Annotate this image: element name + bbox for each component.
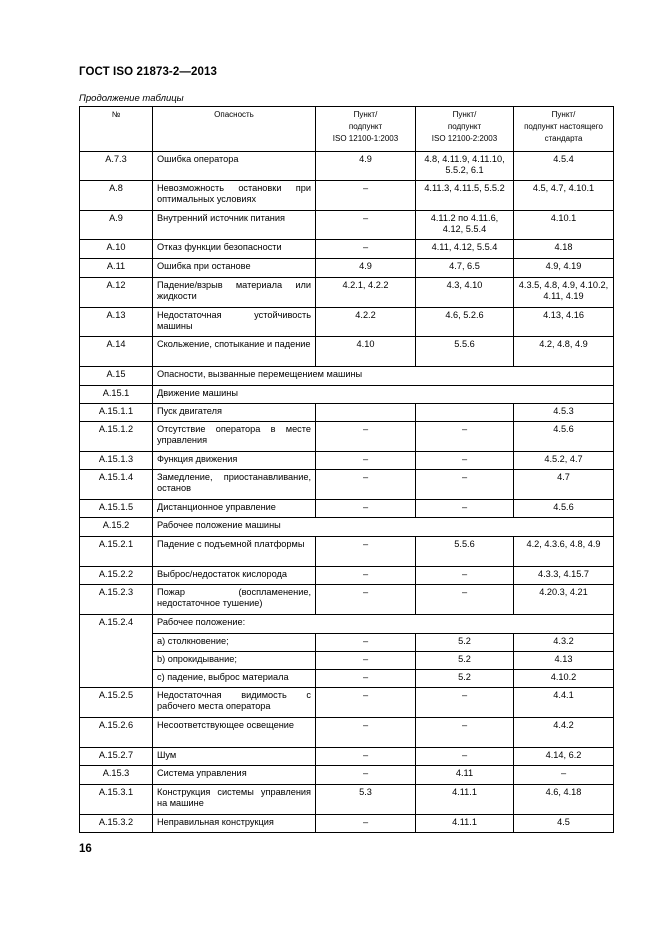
- row-iso12100-1-ref: –: [316, 815, 416, 833]
- row-hazard: Отсутствие оператора в месте управления: [153, 422, 316, 452]
- row-iso12100-1-ref: –: [316, 181, 416, 211]
- row-hazard: Невозможность остановки при оптимальных условиях: [153, 181, 316, 211]
- row-standard-ref: 4.20.3, 4.21: [514, 585, 614, 615]
- row-number: A.15.2.1: [80, 537, 153, 567]
- row-standard-ref: 4.6, 4.18: [514, 785, 614, 815]
- table-row: [80, 500, 614, 518]
- col-header-iso1-line1: Пункт/: [353, 110, 378, 119]
- row-iso12100-1-ref: 4.10: [316, 337, 416, 367]
- table-row: [80, 815, 614, 833]
- document-title: ГОСТ ISO 21873-2—2013: [79, 66, 217, 78]
- row-number: A.8: [80, 181, 153, 211]
- col-header-iso2-line1: Пункт/: [452, 110, 477, 119]
- row-number: A.15.3: [80, 766, 153, 785]
- row-hazard: Функция движения: [153, 452, 316, 470]
- row-iso12100-2-ref: 4.11: [416, 766, 514, 785]
- row-standard-ref: 4.3.2: [514, 634, 614, 652]
- table-caption: Продолжение таблицы: [79, 93, 184, 104]
- row-iso12100-2-ref: –: [416, 585, 514, 615]
- row-iso12100-2-ref: 4.11.1: [416, 815, 514, 833]
- row-hazard: b) опрокидывание;: [153, 652, 316, 670]
- table-row: [80, 537, 614, 567]
- row-number: A.15.2.7: [80, 748, 153, 766]
- row-iso12100-2-ref: 4.11.3, 4.11.5, 5.5.2: [416, 181, 514, 211]
- table-row: [80, 718, 614, 748]
- row-standard-ref: 4.10.2: [514, 670, 614, 688]
- row-iso12100-1-ref: 4.2.2: [316, 308, 416, 337]
- row-iso12100-1-ref: –: [316, 670, 416, 688]
- row-number: A.7.3: [80, 152, 153, 181]
- row-iso12100-2-ref: 4.11, 4.12, 5.5.4: [416, 240, 514, 259]
- row-standard-ref: 4.2, 4.3.6, 4.8, 4.9: [514, 537, 614, 567]
- col-header-iso2: [416, 107, 514, 152]
- table-row: [80, 181, 614, 211]
- col-header-standard: [514, 107, 614, 152]
- row-iso12100-2-ref: 4.3, 4.10: [416, 278, 514, 308]
- row-section-title: Опасности, вызванные перемещением машины: [153, 367, 614, 386]
- table-row: [80, 278, 614, 308]
- row-standard-ref: 4.4.1: [514, 688, 614, 718]
- table-header-row: [80, 107, 614, 152]
- row-hazard: Выброс/недостаток кислорода: [153, 567, 316, 585]
- row-hazard: Система управления: [153, 766, 316, 785]
- row-number: A.10: [80, 240, 153, 259]
- row-iso12100-1-ref: –: [316, 718, 416, 748]
- row-section-title: Рабочее положение машины: [153, 518, 614, 537]
- table-row-group-item: [80, 670, 614, 688]
- table-row: [80, 422, 614, 452]
- row-iso12100-2-ref: –: [416, 470, 514, 500]
- row-iso12100-2-ref: –: [416, 422, 514, 452]
- table-row-group-item: [80, 652, 614, 670]
- row-standard-ref: 4.18: [514, 240, 614, 259]
- table-row: [80, 337, 614, 367]
- row-hazard: Дистанционное управление: [153, 500, 316, 518]
- table-row: [80, 152, 614, 181]
- row-number: A.15.1.3: [80, 452, 153, 470]
- row-iso12100-2-ref: 5.2: [416, 634, 514, 652]
- row-number: A.15.1: [80, 386, 153, 404]
- row-number: A.15.1.1: [80, 404, 153, 422]
- row-hazard: Скольжение, спотыкание и падение: [153, 337, 316, 367]
- row-standard-ref: –: [514, 766, 614, 785]
- row-standard-ref: 4.4.2: [514, 718, 614, 748]
- col-header-iso2-line3: ISO 12100-2:2003: [431, 134, 498, 143]
- row-iso12100-2-ref: [416, 404, 514, 422]
- row-number: A.15.2.4: [80, 615, 153, 688]
- page-number: 16: [79, 843, 92, 855]
- table-row: [80, 688, 614, 718]
- row-standard-ref: 4.5.2, 4.7: [514, 452, 614, 470]
- row-number: A.14: [80, 337, 153, 367]
- row-hazard: Замедление, приостанавливание, останов: [153, 470, 316, 500]
- col-header-standard-line2: подпункт настоящего: [524, 122, 603, 131]
- row-iso12100-2-ref: –: [416, 500, 514, 518]
- row-iso12100-1-ref: –: [316, 537, 416, 567]
- table-row: [80, 452, 614, 470]
- row-hazard: Недостаточная видимость с рабочего места оператора: [153, 688, 316, 718]
- table-row: [80, 367, 614, 386]
- row-iso12100-1-ref: –: [316, 748, 416, 766]
- row-number: A.11: [80, 259, 153, 278]
- row-iso12100-2-ref: 5.2: [416, 652, 514, 670]
- row-iso12100-2-ref: 4.11.1: [416, 785, 514, 815]
- row-hazard: Ошибка при останове: [153, 259, 316, 278]
- row-standard-ref: 4.10.1: [514, 211, 614, 240]
- row-hazard: Несоответствующее освещение: [153, 718, 316, 748]
- table-row-group-item: [80, 634, 614, 652]
- row-number: A.15: [80, 367, 153, 386]
- row-iso12100-2-ref: –: [416, 567, 514, 585]
- col-header-iso1: [316, 107, 416, 152]
- row-hazard: Падение с подъемной платформы: [153, 537, 316, 567]
- table-row: [80, 240, 614, 259]
- row-number: A.15.2: [80, 518, 153, 537]
- row-standard-ref: 4.3.5, 4.8, 4.9, 4.10.2, 4.11, 4.19: [514, 278, 614, 308]
- row-iso12100-1-ref: –: [316, 470, 416, 500]
- row-hazard: Недостаточная устойчивость машины: [153, 308, 316, 337]
- table-row: [80, 585, 614, 615]
- row-hazard: Конструкция системы управления на машине: [153, 785, 316, 815]
- row-iso12100-1-ref: 5.3: [316, 785, 416, 815]
- row-standard-ref: 4.5.4: [514, 152, 614, 181]
- table-row: [80, 404, 614, 422]
- row-hazard: Пожар (воспламенение, недостаточное тушение): [153, 585, 316, 615]
- row-standard-ref: 4.5, 4.7, 4.10.1: [514, 181, 614, 211]
- table-row: [80, 766, 614, 785]
- row-hazard: Отказ функции безопасности: [153, 240, 316, 259]
- row-iso12100-2-ref: 4.7, 6.5: [416, 259, 514, 278]
- row-number: A.15.3.1: [80, 785, 153, 815]
- row-iso12100-1-ref: –: [316, 211, 416, 240]
- row-number: A.15.1.5: [80, 500, 153, 518]
- table-row: [80, 748, 614, 766]
- row-iso12100-1-ref: [316, 404, 416, 422]
- table-row: [80, 259, 614, 278]
- row-hazard: Неправильная конструкция: [153, 815, 316, 833]
- row-standard-ref: 4.14, 6.2: [514, 748, 614, 766]
- row-number: A.15.3.2: [80, 815, 153, 833]
- row-hazard: Пуск двигателя: [153, 404, 316, 422]
- row-iso12100-1-ref: –: [316, 567, 416, 585]
- row-number: A.15.2.5: [80, 688, 153, 718]
- row-iso12100-2-ref: 5.5.6: [416, 537, 514, 567]
- row-iso12100-1-ref: –: [316, 766, 416, 785]
- row-section-title: Движение машины: [153, 386, 614, 404]
- row-standard-ref: 4.7: [514, 470, 614, 500]
- row-iso12100-1-ref: –: [316, 585, 416, 615]
- row-hazard: Падение/взрыв материала или жидкости: [153, 278, 316, 308]
- table-row: [80, 567, 614, 585]
- row-standard-ref: 4.9, 4.19: [514, 259, 614, 278]
- row-iso12100-1-ref: –: [316, 688, 416, 718]
- hazard-table: [79, 106, 614, 833]
- row-number: A.15.2.6: [80, 718, 153, 748]
- table-row: [80, 308, 614, 337]
- row-number: A.12: [80, 278, 153, 308]
- table-row-group-header: [80, 615, 614, 634]
- col-header-iso2-line2: подпункт: [447, 122, 482, 131]
- row-standard-ref: 4.5.6: [514, 422, 614, 452]
- row-iso12100-1-ref: –: [316, 634, 416, 652]
- row-hazard: c) падение, выброс материала: [153, 670, 316, 688]
- row-hazard: Внутренний источник питания: [153, 211, 316, 240]
- row-standard-ref: 4.5: [514, 815, 614, 833]
- row-number: A.15.1.4: [80, 470, 153, 500]
- row-iso12100-1-ref: 4.2.1, 4.2.2: [316, 278, 416, 308]
- row-standard-ref: 4.13: [514, 652, 614, 670]
- row-number: A.15.1.2: [80, 422, 153, 452]
- table-row: [80, 386, 614, 404]
- row-standard-ref: 4.5.3: [514, 404, 614, 422]
- table-row: [80, 785, 614, 815]
- row-iso12100-1-ref: 4.9: [316, 152, 416, 181]
- row-standard-ref: 4.3.3, 4.15.7: [514, 567, 614, 585]
- row-hazard: a) столкновение;: [153, 634, 316, 652]
- row-iso12100-2-ref: 4.6, 5.2.6: [416, 308, 514, 337]
- row-iso12100-1-ref: –: [316, 452, 416, 470]
- row-iso12100-2-ref: –: [416, 718, 514, 748]
- row-iso12100-2-ref: 5.2: [416, 670, 514, 688]
- row-iso12100-2-ref: –: [416, 452, 514, 470]
- row-iso12100-2-ref: 4.11.2 по 4.11.6, 4.12, 5.5.4: [416, 211, 514, 240]
- row-iso12100-2-ref: 4.8, 4.11.9, 4.11.10, 5.5.2, 6.1: [416, 152, 514, 181]
- row-standard-ref: 4.5.6: [514, 500, 614, 518]
- table-row: [80, 518, 614, 537]
- row-iso12100-1-ref: –: [316, 500, 416, 518]
- col-header-number: №: [80, 107, 153, 152]
- row-iso12100-2-ref: –: [416, 688, 514, 718]
- col-header-hazard: Опасность: [153, 107, 316, 152]
- row-group-title: Рабочее положение:: [153, 615, 614, 634]
- row-hazard: Шум: [153, 748, 316, 766]
- row-number: A.15.2.2: [80, 567, 153, 585]
- col-header-standard-line3: стандарта: [544, 134, 583, 143]
- col-header-iso1-line2: подпункт: [348, 122, 383, 131]
- row-iso12100-2-ref: –: [416, 748, 514, 766]
- col-header-iso1-line3: ISO 12100-1:2003: [332, 134, 399, 143]
- row-iso12100-2-ref: 5.5.6: [416, 337, 514, 367]
- row-standard-ref: 4.2, 4.8, 4.9: [514, 337, 614, 367]
- row-iso12100-1-ref: –: [316, 422, 416, 452]
- row-number: A.15.2.3: [80, 585, 153, 615]
- col-header-standard-line1: Пункт/: [551, 110, 576, 119]
- row-iso12100-1-ref: –: [316, 240, 416, 259]
- table-body: [80, 152, 614, 833]
- table-row: [80, 470, 614, 500]
- row-hazard: Ошибка оператора: [153, 152, 316, 181]
- row-number: A.9: [80, 211, 153, 240]
- row-number: A.13: [80, 308, 153, 337]
- table-row: [80, 211, 614, 240]
- row-iso12100-1-ref: 4.9: [316, 259, 416, 278]
- row-standard-ref: 4.13, 4.16: [514, 308, 614, 337]
- row-iso12100-1-ref: –: [316, 652, 416, 670]
